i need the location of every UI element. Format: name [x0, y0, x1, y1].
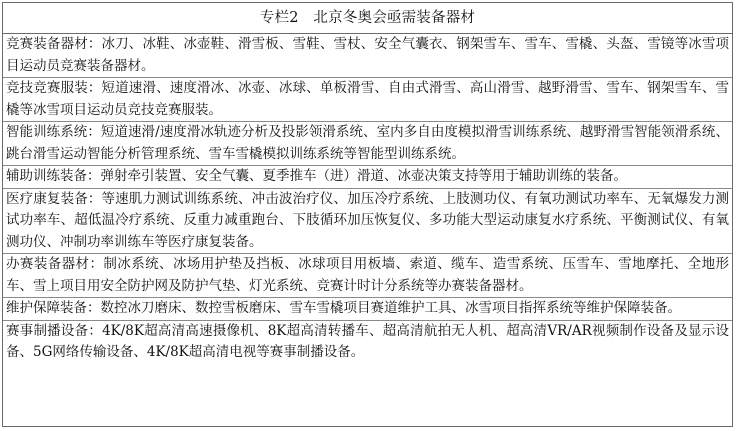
section-medical-rehab: [3, 189, 732, 255]
section-content: 冰刀、冰鞋、冰壶鞋、滑雪板、雪鞋、雪杖、安全气囊衣、钢架雪车、雪车、雪橇、头盔、雪镜等冰雪项目运动员竞赛装备器材。: [6, 36, 730, 74]
section-content: 短道速滑/速度滑冰轨迹分析及投影领滑系统、室内多自由度模拟滑雪训练系统、越野滑雪智能领滑系统、跳台滑雪运动智能分析管理系统、雪车雪橇模拟训练系统等智能型训练系统。: [6, 124, 729, 162]
section-content: 弹射牵引装置、安全气囊、夏季推车（进）滑道、冰壶决策支持等用于辅助训练的装备。: [100, 168, 627, 184]
section-label: 办赛装备器材：: [6, 256, 104, 272]
column-title: 专栏2 北京冬奥会亟需装备器材: [3, 3, 732, 34]
section-label: 赛事制播设备：: [6, 322, 103, 339]
section-content: 数控冰刀磨床、数控雪板磨床、雪车雪橇项目赛道维护工具、冰雪项目指挥系统等维护保障装备。: [100, 300, 681, 316]
section-label: 竞赛装备器材：: [6, 36, 102, 52]
section-content: 制冰系统、冰场用护垫及挡板、冰球项目用板墙、索道、缆车、造雪系统、压雪车、雪地摩托、全地形车、雪上项目用安全防护网及防护气垫、灯光系统、竞赛计时计分系统等办赛装备器材。: [6, 256, 730, 294]
section-smart-training: [3, 122, 732, 166]
section-maintenance: [3, 298, 732, 321]
section-competition-apparel: [3, 78, 732, 122]
section-label: 维护保障装备：: [6, 300, 101, 316]
section-event-hosting: [3, 254, 732, 298]
column-box: [2, 2, 733, 427]
section-competition-equipment: [3, 34, 732, 78]
section-broadcast: [3, 321, 732, 364]
section-auxiliary-training: [3, 166, 732, 189]
section-content: 短道速滑、速度滑冰、冰壶、冰球、单板滑雪、自由式滑雪、高山滑雪、越野滑雪、雪车、钢架雪车、雪橇等冰雪项目运动员竞技竞赛服装。: [6, 80, 730, 118]
section-label: 智能训练系统：: [6, 124, 101, 140]
section-content: 4K/8K超高清高速摄像机、8K超高清转播车、超高清航拍无人机、超高清VR/AR视频制作设备及显示设备、5G网络传输设备、4K/8K超高清电视等赛事制播设备。: [6, 322, 730, 360]
section-label: 医疗康复装备：: [6, 190, 102, 207]
section-content: 等速肌力测试训练系统、冲击波治疗仪、加压冷疗系统、上肢测功仪、有氧功测试功率车、无氧爆发力测试功率车、超低温冷疗系统、反重力减重跑台、下肢循环加压恢复仪、多功能大型运动康复水疗系统、平衡测试仪、有氧测功仪、冲制功率训练车等医疗康复装备。: [6, 190, 730, 250]
section-label: 竞技竞赛服装：: [6, 80, 102, 96]
section-label: 辅助训练装备：: [6, 168, 101, 184]
